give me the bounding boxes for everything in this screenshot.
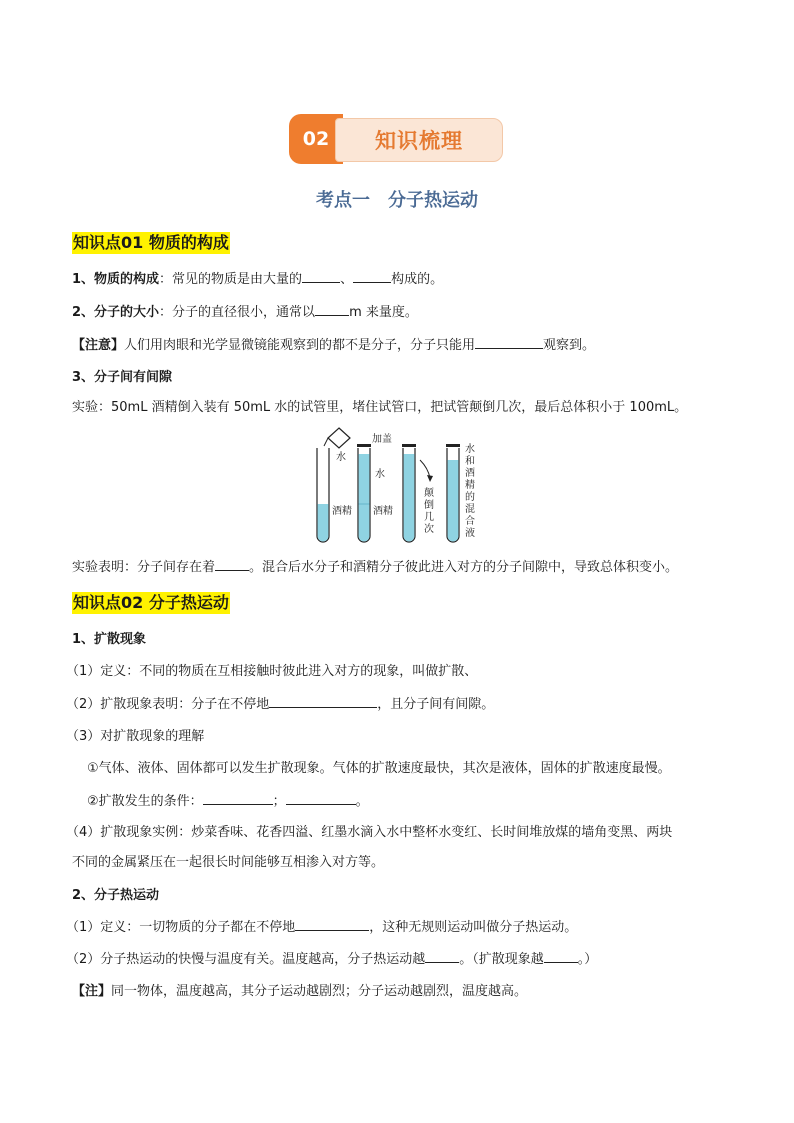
- kp1-line3: 3、分子间有间隙: [72, 370, 173, 385]
- alcohol-liquid-1: [318, 504, 329, 541]
- label-water-1: 水: [336, 452, 346, 463]
- label-invert: 颠倒几次: [424, 488, 434, 535]
- kp1-line1-text-a: ：常见的物质是由大量的: [159, 272, 303, 287]
- mixture-liquid-2: [359, 454, 370, 541]
- kp1-experiment: 实验：50mL 酒精倒入装有 50mL 水的试管里，堵住试管口，把试管颠倒几次，最后总体积小于 100mL。: [72, 400, 688, 415]
- blank: [353, 269, 391, 283]
- kp2-ext2-c: 。）: [577, 952, 598, 967]
- mixture-liquid-4: [448, 460, 459, 541]
- kp2-def3-2-a: ②扩散发生的条件：: [87, 794, 203, 809]
- kp2-ext1: [66, 917, 577, 938]
- kp1-note-text-a: 人们用肉眼和光学显微镜能观察到的都不是分子，分子只能用: [124, 338, 476, 353]
- mixture-liquid-3: [404, 454, 415, 541]
- kp2-def3: （3）对扩散现象的理解: [66, 729, 205, 744]
- label-water-2: 水: [375, 469, 385, 480]
- kp1-line1: [72, 269, 443, 290]
- section-badge: [289, 114, 503, 164]
- kp1-line1-bold: 1、物质的构成: [72, 272, 160, 287]
- kp1-line1-text-b: 、: [340, 272, 354, 287]
- kp2-def1: （1）定义：不同的物质在互相接触时彼此进入对方的现象，叫做扩散、: [66, 664, 478, 679]
- kp1-conclusion: [72, 557, 678, 578]
- kp1-line1-text-c: 构成的。: [391, 272, 444, 287]
- blank: [425, 949, 459, 963]
- kp2-def3-2-c: 。: [355, 794, 369, 809]
- beaker-pour-icon: [328, 428, 350, 448]
- kp2-def4-a: （4）扩散现象实例：炒菜香味、花香四溢、红墨水滴入水中整杯水变红、长时间堆放煤的墙角变黑、两块: [66, 825, 673, 840]
- kp2-note: [72, 982, 527, 1002]
- page-title: 考点一 分子热运动: [316, 190, 478, 211]
- kp2-def3-1: ①气体、液体、固体都可以发生扩散现象。气体的扩散速度最快，其次是液体，固体的扩散速度最慢。: [87, 761, 671, 776]
- kp2-ext1-a: （1）定义：一切物质的分子都在不停地: [66, 920, 296, 935]
- kp1-note: [72, 335, 595, 356]
- kp2-ext2: [66, 949, 597, 970]
- kp1-heading: 知识点01 物质的构成: [73, 233, 229, 252]
- kp2-ext2-b: 。（扩散现象越: [459, 952, 544, 967]
- section-label: 知识梳理: [335, 118, 503, 162]
- label-alcohol-1: 酒精: [332, 506, 352, 517]
- label-mixture: 水和酒精的混合液: [465, 444, 475, 539]
- kp2-def4-b: 不同的金属紧压在一起很长时间能够互相渗入对方等。: [72, 855, 385, 870]
- kp2-ext2-a: （2）分子热运动的快慢与温度有关。温度越高，分子热运动越: [66, 952, 426, 967]
- kp1-conclusion-b: 。混合后水分子和酒精分子彼此进入对方的分子间隙中，导致总体积变小。: [249, 560, 679, 575]
- kp2-section1: 1、扩散现象: [72, 632, 147, 647]
- kp2-def2: [66, 694, 494, 715]
- label-alcohol-2: 酒精: [373, 506, 393, 517]
- blank: [215, 557, 249, 571]
- label-cap: 加盖: [372, 434, 392, 445]
- kp1-note-text-b: 观察到。: [543, 338, 596, 353]
- kp2-ext1-b: ，这种无规则运动叫做分子热运动。: [369, 920, 578, 935]
- blank: [269, 694, 377, 708]
- kp2-heading: 知识点02 分子热运动: [73, 593, 229, 612]
- kp2-note-bracket: 【注】: [72, 984, 112, 999]
- kp2-def3-2: [87, 791, 369, 812]
- kp2-def2-a: （2）扩散现象表明：分子在不停地: [66, 697, 270, 712]
- kp1-line2-text-a: ：分子的直径很小，通常以: [159, 305, 316, 320]
- kp1-conclusion-a: 实验表明：分子间存在着: [72, 560, 216, 575]
- kp1-line2-bold: 2、分子的大小: [72, 305, 160, 320]
- blank: [475, 335, 543, 349]
- kp2-section2: 2、分子热运动: [72, 888, 160, 903]
- test-tube-figure: [312, 424, 482, 548]
- kp1-line2-text-b: m 来量度。: [349, 305, 418, 320]
- blank: [286, 791, 356, 805]
- kp2-def2-b: ，且分子间有间隙。: [377, 697, 495, 712]
- section-number: 02: [289, 114, 343, 164]
- kp1-note-bracket: 【注意】: [72, 338, 125, 353]
- blank: [203, 791, 273, 805]
- blank: [315, 302, 349, 316]
- kp1-line2: [72, 302, 418, 323]
- blank: [295, 917, 369, 931]
- blank: [302, 269, 340, 283]
- kp2-note-text: 同一物体，温度越高，其分子运动越剧烈；分子运动越剧烈，温度越高。: [111, 984, 528, 999]
- kp2-def3-2-b: ；: [272, 794, 286, 809]
- blank: [544, 949, 578, 963]
